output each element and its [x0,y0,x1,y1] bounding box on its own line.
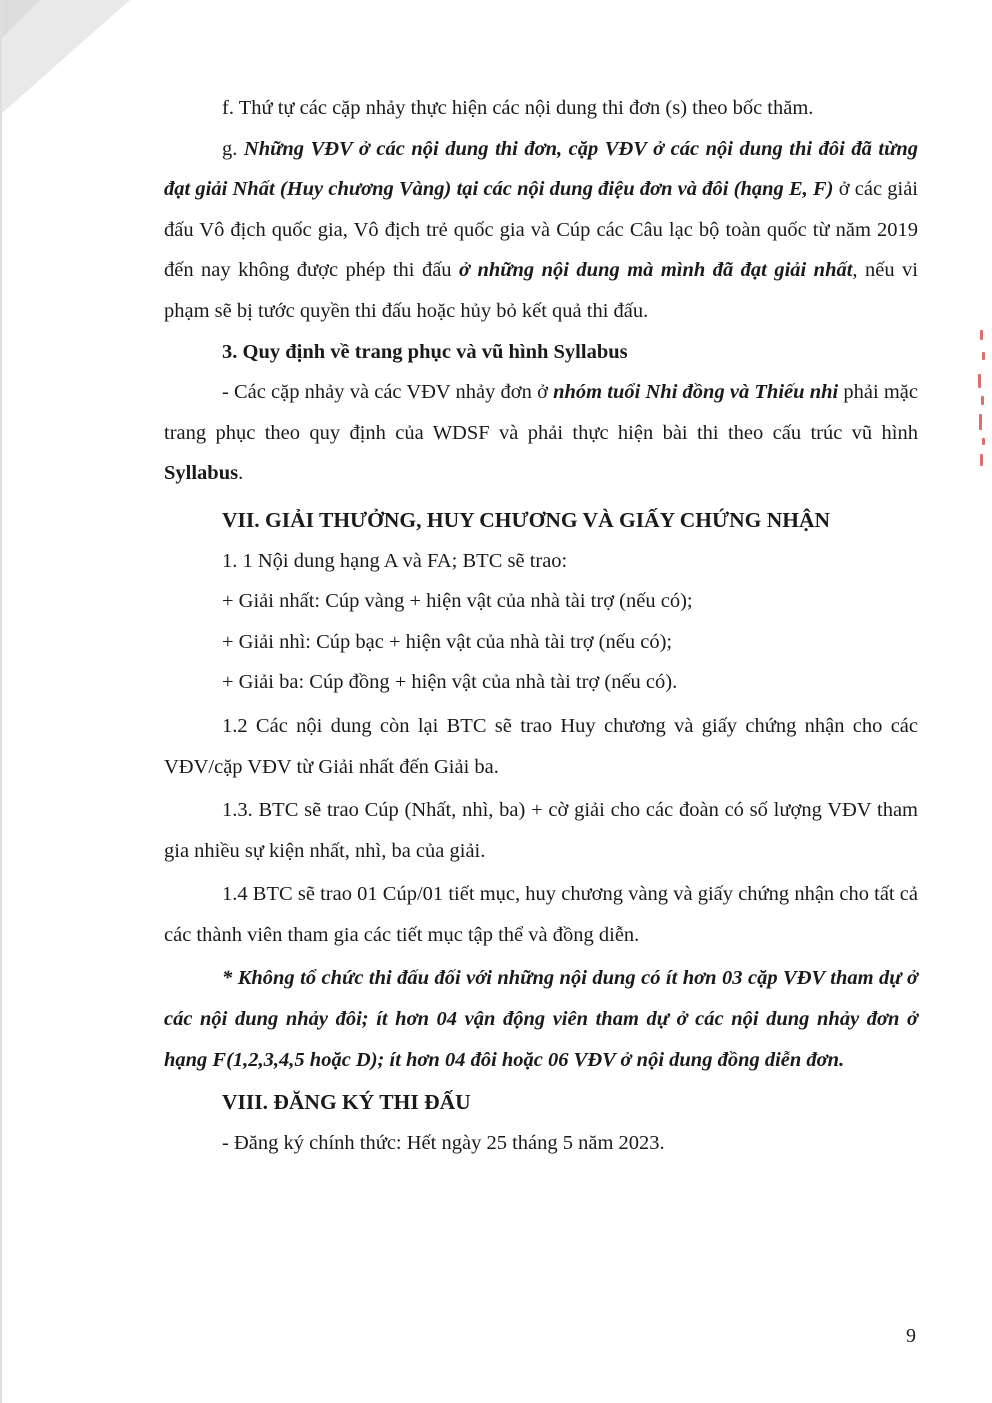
prize-first: + Giải nhất: Cúp vàng + hiện vật của nhà tài trợ (nếu có); [222,590,693,613]
scan-shadow [0,0,130,1403]
p3-text-1: - Các cặp nhảy và các VĐV nhảy đơn ở [222,381,554,404]
p3-end: . [238,462,244,485]
item-1-3: 1.3. BTC sẽ trao Cúp (Nhất, nhì, ba) + cờ giải cho các đoàn có số lượng VĐV tham gia nhiều sự kiện nhất, nhì, ba của giải. [164,799,918,862]
p3-syllabus: Syllabus [164,462,239,485]
item-1-2: 1.2 Các nội dung còn lại BTC sẽ trao Huy chương và giấy chứng nhận cho các VĐV/cặp VĐV từ Giải nhất đến Giải ba. [164,714,918,778]
heading-section-viii: VIII. ĐĂNG KÝ THI ĐẤU [222,1090,471,1115]
paragraph-g [164,129,918,332]
prize-third: + Giải ba: Cúp đồng + hiện vật của nhà tài trợ (nếu có). [222,671,678,694]
prize-second: + Giải nhì: Cúp bạc + hiện vật của nhà tài trợ (nếu có); [222,630,673,653]
heading-section-vii: VII. GIẢI THƯỞNG, HUY CHƯƠNG VÀ GIẤY CHỨNG NHẬN [222,507,830,532]
g-text-2: , nếu vi phạm sẽ bị tước quyền thi đấu hoặc hủy bỏ kết quả thi đấu. [164,259,918,322]
p3-emphasis: nhóm tuổi Nhi đồng và Thiếu nhi [553,381,839,404]
note-paragraph: * Không tổ chức thi đấu đối với những nội dung có ít hơn 03 cặp VĐV tham dự ở các nội dung nhảy đôi; ít hơn 04 vận động viên tham dự ở các nội dung nhảy đơn ở hạng F(1,2,3,4,5 hoặc D); ít hơn 04 đôi hoặc 06 VĐV ở nội dung đồng diễn đơn. [164,967,918,1071]
g-prefix: g. [222,137,244,160]
p3-text-2: phải mặc trang phục theo quy định của WDSF và phải thực hiện bài thi theo cấu trúc vũ hình [164,381,918,444]
g-emphasis-2: ở những nội dung mà mình đã đạt giải nhất [459,259,853,282]
document-body [164,88,918,1163]
item-1-4: 1.4 BTC sẽ trao 01 Cúp/01 tiết mục, huy chương vàng và giấy chứng nhận cho tất cả các thành viên tham gia các tiết mục tập thể và đồng diễn. [164,883,918,946]
page-number: 9 [906,1325,916,1347]
paragraph-f: f. Thứ tự các cặp nhảy thực hiện các nội dung thi đơn (s) theo bốc thăm. [222,97,814,119]
g-emphasis-1: Những VĐV ở các nội dung thi đơn, cặp VĐV ở các nội dung thi đôi đã từng đạt giải Nhất (Huy chương Vàng) tại các nội dung điệu đơn và đôi (hạng E, F) [164,137,918,201]
heading-section-3: 3. Quy định về trang phục và vũ hình Syllabus [222,340,628,363]
paragraph-section-3 [164,372,918,494]
item-1-1: 1. 1 Nội dung hạng A và FA; BTC sẽ trao: [222,549,568,572]
red-stamp-edge [968,330,992,480]
g-text-1: ở các giải đấu Vô địch quốc gia, Vô địch trẻ quốc gia và Cúp các Câu lạc bộ toàn quốc từ năm 2019 đến nay không được phép thi đấu [164,178,918,282]
registration-line: - Đăng ký chính thức: Hết ngày 25 tháng 5 năm 2023. [222,1131,665,1154]
